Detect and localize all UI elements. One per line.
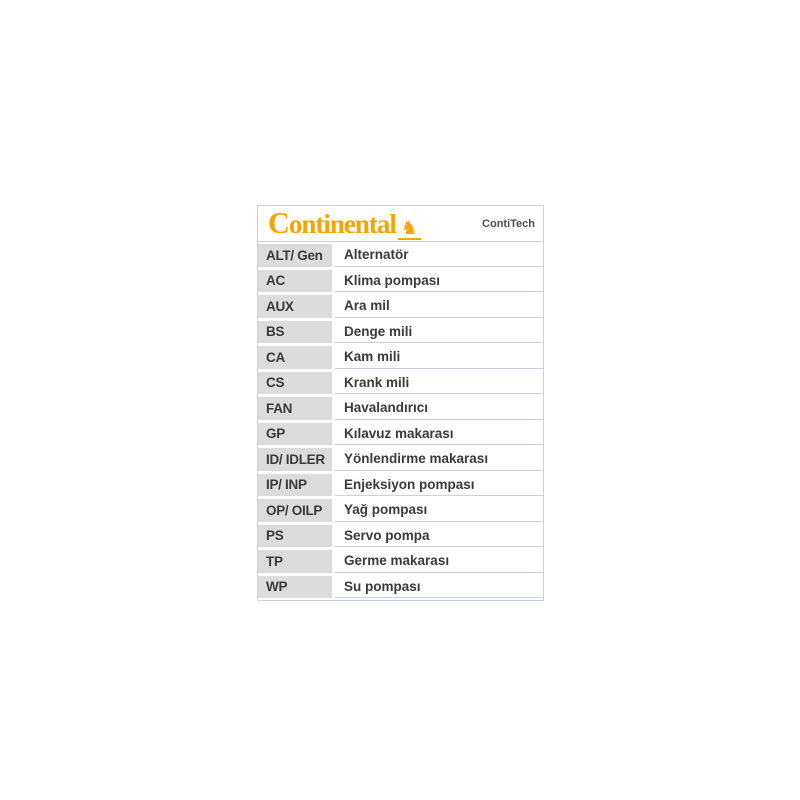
description-cell: Enjeksiyon pompası xyxy=(335,474,543,497)
table-row xyxy=(258,550,543,573)
abbreviation-cell: AC xyxy=(258,270,332,293)
description-cell: Kılavuz makarası xyxy=(335,423,543,446)
description-cell: Denge mili xyxy=(335,321,543,344)
abbreviation-cell: FAN xyxy=(258,397,332,420)
abbreviation-legend-table xyxy=(257,205,544,601)
abbreviation-cell: WP xyxy=(258,576,332,599)
table-row xyxy=(258,346,543,369)
abbreviation-cell: PS xyxy=(258,525,332,548)
abbreviation-cell: ID/ IDLER xyxy=(258,448,332,471)
description-cell: Klima pompası xyxy=(335,270,543,293)
table-row xyxy=(258,525,543,548)
table-row xyxy=(258,372,543,395)
description-cell: Su pompası xyxy=(335,576,543,599)
description-cell: Yağ pompası xyxy=(335,499,543,522)
table-row xyxy=(258,474,543,497)
table-row xyxy=(258,321,543,344)
abbreviation-cell: ALT/ Gen xyxy=(258,244,332,267)
table-row xyxy=(258,244,543,267)
abbreviation-cell: CS xyxy=(258,372,332,395)
continental-logo xyxy=(268,206,421,241)
horse-icon: ♞ xyxy=(398,219,421,240)
abbreviation-cell: CA xyxy=(258,346,332,369)
table-row xyxy=(258,576,543,599)
description-cell: Alternatör xyxy=(335,244,543,267)
description-cell: Yönlendirme makarası xyxy=(335,448,543,471)
abbreviation-cell: AUX xyxy=(258,295,332,318)
table-row xyxy=(258,499,543,522)
table-header xyxy=(258,206,543,242)
table-row xyxy=(258,295,543,318)
description-cell: Kam mili xyxy=(335,346,543,369)
description-cell: Servo pompa xyxy=(335,525,543,548)
description-cell: Havalandırıcı xyxy=(335,397,543,420)
abbreviation-cell: IP/ INP xyxy=(258,474,332,497)
table-row xyxy=(258,448,543,471)
table-body xyxy=(258,242,543,598)
abbreviation-cell: TP xyxy=(258,550,332,573)
description-cell: Ara mil xyxy=(335,295,543,318)
description-cell: Germe makarası xyxy=(335,550,543,573)
table-row xyxy=(258,270,543,293)
abbreviation-cell: OP/ OILP xyxy=(258,499,332,522)
description-cell: Krank mili xyxy=(335,372,543,395)
abbreviation-cell: BS xyxy=(258,321,332,344)
contitech-logo: ContiTech xyxy=(482,217,535,230)
brand-wordmark: Continental xyxy=(268,206,396,241)
abbreviation-cell: GP xyxy=(258,423,332,446)
table-row xyxy=(258,397,543,420)
table-row xyxy=(258,423,543,446)
